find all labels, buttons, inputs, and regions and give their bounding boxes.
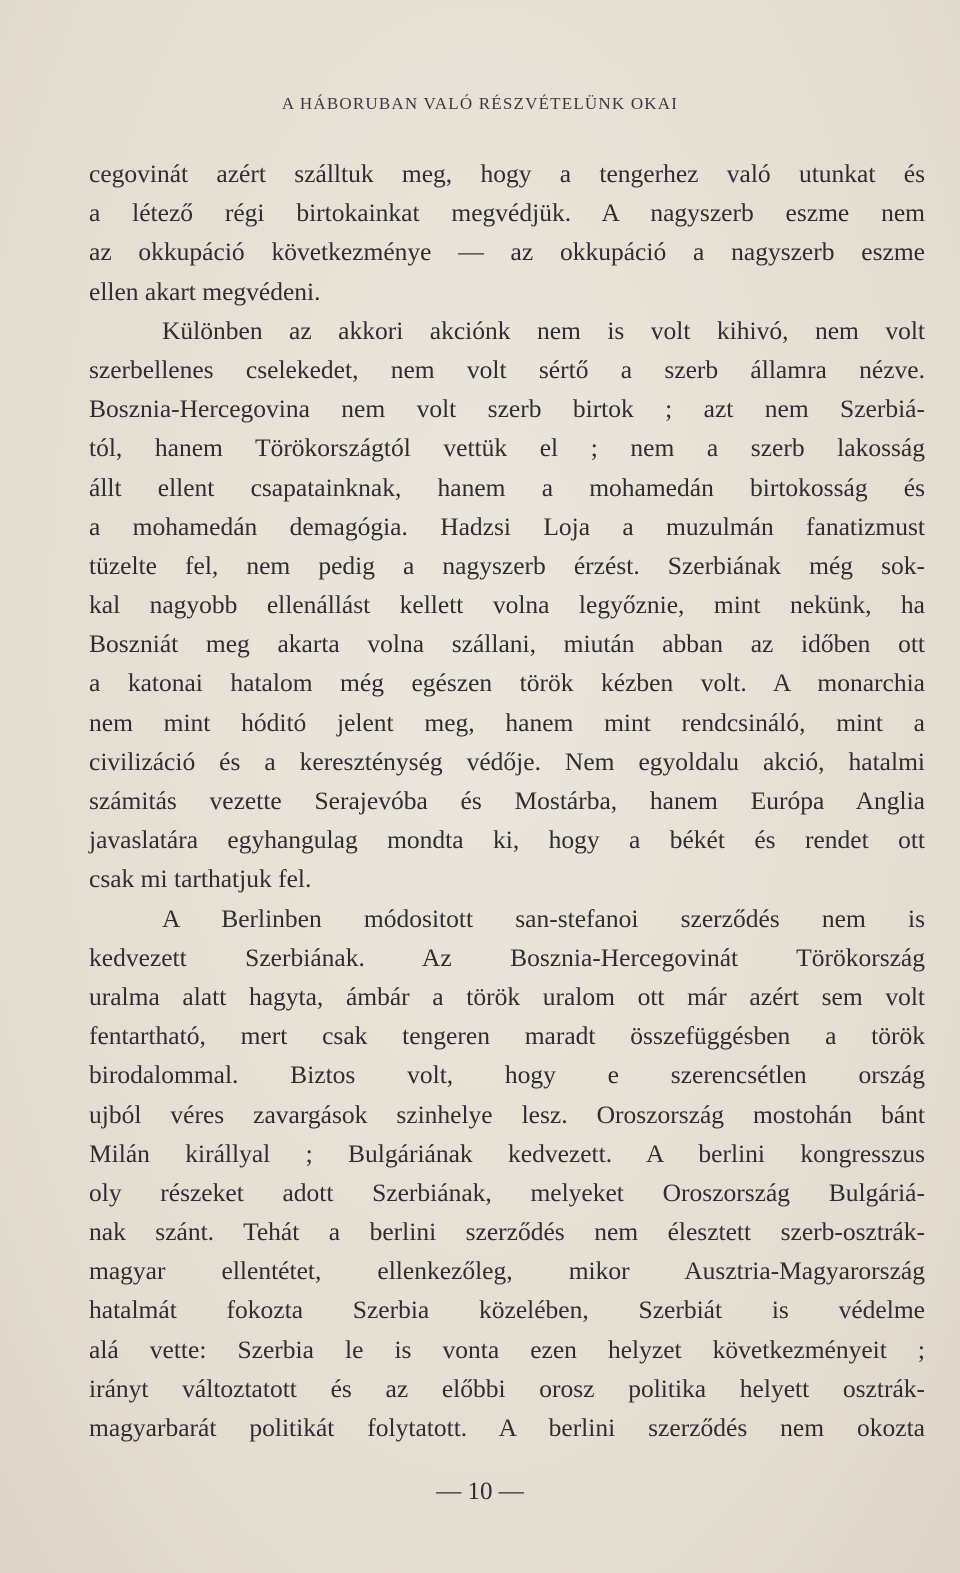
text-line: a katonai hatalom még egészen török kézben volt. A monarchia	[89, 668, 925, 698]
text-line: hatalmát fokozta Szerbia közelében, Szerbiát is védelme	[89, 1295, 925, 1325]
text-line: civilizáció és a kereszténység védője. Nem egyoldalu akció, hatalmi	[89, 746, 925, 776]
text-line: kal nagyobb ellenállást kellett volna legyőznie, mint nekünk, ha	[89, 590, 925, 620]
text-line: magyar ellentétet, ellenkezőleg, mikor Ausztria-Magyarország	[89, 1256, 925, 1286]
text-line: Különben az akkori akciónk nem is volt kihivó, nem volt	[162, 315, 925, 345]
text-line: nem mint hóditó jelent meg, hanem mint rendcsináló, mint a	[89, 707, 925, 737]
text-line: alá vette: Szerbia le is vonta ezen helyzet következményeit ;	[89, 1334, 925, 1364]
text-line: irányt változtatott és az előbbi orosz politika helyett osztrák-	[89, 1373, 925, 1403]
text-line: Bosznia-Hercegovina nem volt szerb birtok ; azt nem Szerbiá-	[89, 394, 925, 424]
text-line: szerbellenes cselekedet, nem volt sértő a szerb államra nézve.	[89, 354, 925, 384]
text-line: Boszniát meg akarta volna szállani, miután abban az időben ott	[89, 629, 925, 659]
page-number: — 10 —	[436, 1478, 524, 1505]
text-line: A Berlinben módositott san-stefanoi szerződés nem is	[162, 903, 925, 933]
text-line: javaslatára egyhangulag mondta ki, hogy a békét és rendet ott	[89, 825, 925, 855]
text-line: birodalommal. Biztos volt, hogy e szerencsétlen ország	[89, 1060, 925, 1090]
text-line: számitás vezette Serajevóba és Mostárba, hanem Európa Anglia	[89, 786, 925, 815]
text-line: Milán királlyal ; Bulgáriának kedvezett. A berlini kongresszus	[89, 1138, 925, 1168]
text-line: állt ellent csapatainknak, hanem a mohamedán birtokosság és	[89, 472, 925, 502]
text-line: ujból véres zavargások szinhelye lesz. Oroszország mostohán bánt	[89, 1099, 925, 1129]
text-line: a létező régi birtokainkat megvédjük. A nagyszerb eszme nem	[89, 198, 925, 228]
text-line: a mohamedán demagógia. Hadzsi Loja a muzulmán fanatizmust	[89, 511, 925, 541]
text-line: tüzelte fel, nem pedig a nagyszerb érzést. Szerbiának még sok-	[89, 550, 925, 580]
body-text	[89, 154, 925, 1447]
text-line: csak mi tarthatjuk fel.	[89, 864, 312, 894]
running-head: A HÁBORUBAN VALÓ RÉSZVÉTELÜNK OKAI	[281, 94, 679, 113]
text-line: fentartható, mert csak tengeren maradt összefüggésben a török	[89, 1021, 925, 1051]
text-line: oly részeket adott Szerbiának, melyeket Oroszország Bulgáriá-	[89, 1177, 925, 1207]
text-line: tól, hanem Törökországtól vettük el ; nem a szerb lakosság	[89, 433, 925, 463]
text-line: uralma alatt hagyta, ámbár a török uralom ott már azért sem volt	[89, 981, 925, 1011]
text-line: cegovinát azért szálltuk meg, hogy a tengerhez való utunkat és	[89, 159, 925, 188]
text-line: az okkupáció következménye — az okkupáció a nagyszerb eszme	[89, 237, 925, 267]
text-line: magyarbarát politikát folytatott. A berlini szerződés nem okozta	[89, 1413, 925, 1442]
text-line: nak szánt. Tehát a berlini szerződés nem élesztett szerb-osztrák-	[89, 1217, 925, 1247]
text-line: ellen akart megvédeni.	[89, 276, 321, 306]
text-line: kedvezett Szerbiának. Az Bosznia-Hercegovinát Törökország	[89, 942, 925, 972]
